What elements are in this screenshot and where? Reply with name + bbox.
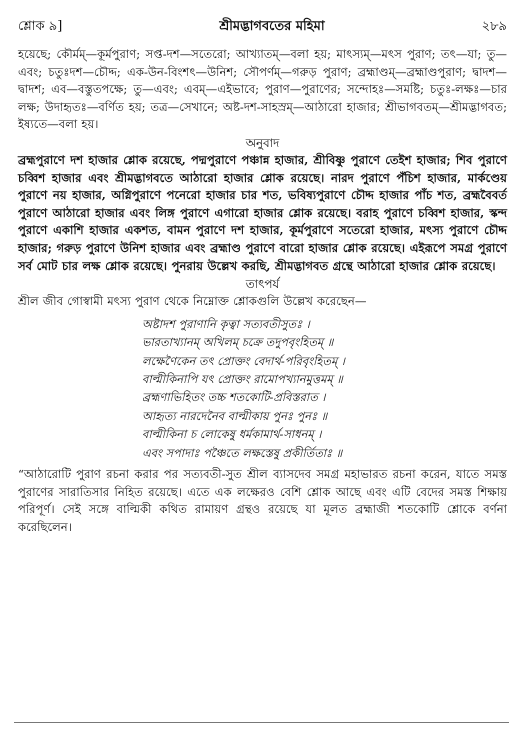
page-number: ২৮৯ bbox=[481, 19, 507, 34]
verse-line: বাল্মীকিনা চ লোকেষু ধর্মকামার্থ-সাধনম্ । bbox=[142, 427, 322, 442]
verse-line: আহৃত্য নারদেনৈব বাল্মীকায় পুনঃ পুনঃ ॥ bbox=[142, 408, 328, 423]
verse-line: লক্ষেণৈকেন তৎ প্রোক্তং বেদার্থ-পরিবৃংহিতম্ । bbox=[142, 353, 345, 368]
purport-heading: তাৎপর্য bbox=[245, 277, 280, 292]
verse-line: বাল্মীকিনাপি যৎ প্রোক্তং রামোপখ্যানমুত্তমম্ ॥ bbox=[142, 371, 343, 386]
verse-reference: শ্লোক ৯] bbox=[18, 19, 63, 34]
translation-paragraph: ব্রহ্মপুরাণে দশ হাজার শ্লোক রয়েছে, পদ্মপুরাণে পঞ্চান্ন হাজার, শ্রীবিষ্ণু পুরাণে তেইশ হাজার; শিব পুরাণে চব্বিশ হাজার এবং শ্রীমদ্ভাগবতে আঠারো হাজার শ্লোক রয়েছে। নারদ পুরাণে পঁচিশ হাজার, মার্কণ্ডেয় পুরাণে নয় হাজার, অগ্নিপুরাণে পনেরো হাজার চার শত, ভবিষ্যপুরাণে চৌদ্দ হাজার পাঁচ শত, ব্রহ্মবৈবর্ত পুরাণে আঠারো হাজার এবং লিঙ্গ পুরাণে এগারো হাজার শ্লোক রয়েছে। বরাহ পুরাণে চব্বিশ হাজার, স্কন্দ পুরাণে একাশি হাজার একশত, বামন পুরাণে দশ হাজার, কূর্মপুরাণে সতেরো হাজার, মৎস্য পুরাণে চৌদ্দ হাজার; গরুড় পুরাণে উনিশ হাজার এবং ব্রহ্মাণ্ড পুরাণে বারো হাজার শ্লোক রয়েছে। এইরূপে সমগ্র পুরাণে সর্ব মোট চার লক্ষ শ্লোক রয়েছে। পুনরায় উল্লেখ করছি, শ্রীমদ্ভাগবত গ্রন্থে আঠারো হাজার শ্লোক রয়েছে। bbox=[18, 152, 507, 273]
verse-line: ভারতাখ্যানম্ অখিলম্ চক্রে তদুপবৃংহিতম্ ॥ bbox=[142, 335, 334, 350]
running-head bbox=[18, 18, 507, 36]
bottom-rule bbox=[14, 722, 509, 723]
chapter-title: শ্রীমদ্ভাগবতের মহিমা bbox=[219, 19, 325, 34]
verse-line: অষ্টাদশ পুরাণানি কৃত্বা সত্যবতীসুতঃ । bbox=[142, 316, 310, 331]
synonyms-paragraph: হয়েছে; কৌর্মম্—কূর্মপুরাণ; সপ্ত-দশ—সতেরো; আখ্যাতম্—বলা হয়; মাৎস্যম্—মৎস পুরাণ; তৎ—যা; তু—এবং; চতুঃদশ—চৌদ্দ; এক-উন-বিংশৎ—উনিশ; সৌপর্ণম্—গরুড় পুরাণ; ব্রহ্মাণ্ডম্—ব্রহ্মাণ্ডপুরাণ; দ্বাদশ—দ্বাদশ; এব—বস্তুতপক্ষে; তু—এবং; এবম্—এইভাবে; পুরাণ—পুরাণের; সন্দোহঃ—সমষ্টি; চতুঃ-লক্ষঃ—চার লক্ষ; উদাহৃতঃ—বর্ণিত হয়; তত্র—সেখানে; অষ্ট-দশ-সাহস্রম্—আঠারো হাজার; শ্রীভাগবতম্—শ্রীমদ্ভাগবত; ইষ্যতে—বলা হয়। bbox=[18, 47, 507, 132]
verse-line: এবং সপাদাঃ পঞ্চৈতে লক্ষস্তেষু প্রকীর্তিতাঃ ॥ bbox=[142, 445, 343, 460]
verse-line: ব্রহ্মণাভিহিতং তচ্চ শতকোটি-প্রবিস্তরাত । bbox=[142, 390, 326, 405]
purport-paragraph: “আঠারোটি পুরাণ রচনা করার পর সত্যবতী-সুত শ্রীল ব্যাসদেব সমগ্র মহাভারত রচনা করেন, যাতে সমস্ত পুরাণের সারাতিসার নিহিত রয়েছে। এতে এক লক্ষেরও বেশি শ্লোক আছে এবং এটি বেদের সমস্ত শিক্ষায় পরিপূর্ণ। সেই সঙ্গে বাল্মিকী কথিত রামায়ণ গ্রন্থও রয়েছে যা মূলত ব্রহ্মাজী শতকোটি শ্লোকে বর্ণনা করেছিলেন। bbox=[18, 466, 507, 534]
quoted-verse bbox=[142, 315, 507, 462]
purport-intro: শ্রীল জীব গোস্বামী মৎস্য পুরাণ থেকে নিম্নোক্ত শ্লোকগুলি উল্লেখ করেছেন— bbox=[18, 294, 367, 309]
translation-heading: অনুবাদ bbox=[245, 135, 280, 150]
